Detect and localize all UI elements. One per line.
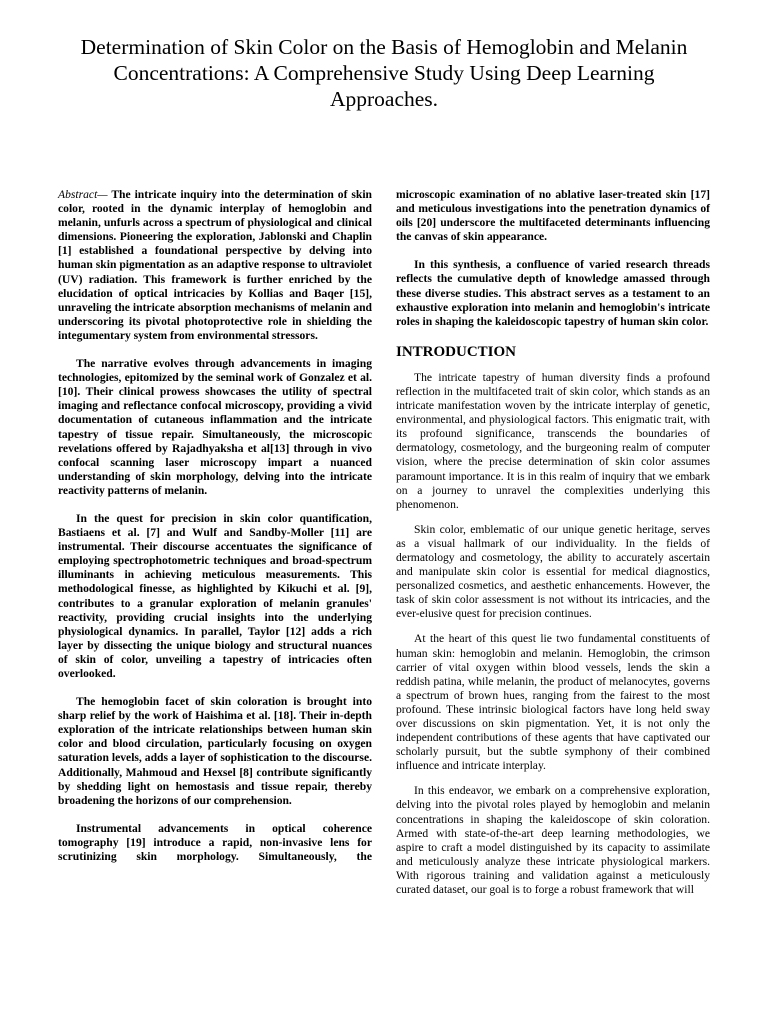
abstract-paragraph: Instrumental advancements in optical coherence tomography [19] introduce a rapid, non-invasive lens for scrutinizing skin morphology. Simultaneously, the <box>58 821 372 864</box>
section-heading-introduction: INTRODUCTION <box>396 343 517 360</box>
paper-title: Determination of Skin Color on the Basis of Hemoglobin and Melanin Concentrations: A Comprehensive Study Using Deep Learning Approaches. <box>80 35 688 111</box>
abstract-paragraph: The hemoglobin facet of skin coloration is brought into sharp relief by the work of Haishima et al. [18]. Their in-depth exploration of the intricate relationships between human skin color and blood circulation, particularly focusing on oxygen saturation levels, adds a layer of sophistication to the discourse. Additionally, Mahmoud and Hexsel [8] contribute significantly by shedding light on hemostasis and tissue repair, thereby broadening the horizons of our comprehension. <box>58 695 372 807</box>
abstract-paragraph-continued: microscopic examination of no ablative laser-treated skin [17] and meticulous investigations into the penetration dynamics of oils [20] underscore the multifaceted determinants influencing the canvas of skin appearance. <box>396 188 710 244</box>
abstract-paragraph <box>58 188 372 343</box>
intro-paragraph: Skin color, emblematic of our unique genetic heritage, serves as a visual hallmark of our individuality. In the fields of dermatology and cosmetology, the ability to accurately ascertain and manipulate skin color is essential for medical diagnostics, personalized cosmetics, and aesthetic enhancements. However, the task of skin color assessment is not without its intricacies, and the ever-elusive quest for precision continues. <box>396 522 710 621</box>
intro-paragraph: The intricate tapestry of human diversity finds a profound reflection in the multifaceted trait of skin color, which stands as an intricate manifestation woven by the intricate interplay of genetic, environmental, and physiological factors. This enigmatic trait, with its profound significance, transcends the boundaries of dermatology, cosmetology, and the burgeoning realm of computer vision, where the precise determination of skin color assumes paramount importance. It is in this realm of inquiry that we embark on a journey to unravel the complexities underlying this phenomenon. <box>396 370 710 511</box>
abstract-text: The intricate inquiry into the determination of skin color, rooted in the dynamic interplay of hemoglobin and melanin, unfurls across a spectrum of physiological and clinical dimensions. Pioneering the exploration, Jablonski and Chaplin [1] established a foundational perspective by delving into human skin pigmentation as an adaptive response to ultraviolet (UV) radiation. This framework is further enriched by the elucidation of optical intricacies by Kollias and Baqer [15], unraveling the intricate absorption mechanisms of melanin and underscoring its pivotal photoprotective role in shielding the integumentary system from environmental stressors. <box>58 188 372 342</box>
abstract-dash: — <box>97 188 108 201</box>
abstract-paragraph: In this synthesis, a confluence of varied research threads reflects the cumulative depth of knowledge amassed through these diverse studies. This abstract serves as a testament to an exhaustive exploration into melanin and hemoglobin's intricate roles in shaping the kaleidoscopic tapestry of human skin color. <box>396 258 710 328</box>
intro-paragraph: At the heart of this quest lie two fundamental constituents of human skin: hemoglobin and melanin. Hemoglobin, the crimson carrier of vital oxygen within blood vessels, lends the skin a reddish patina, while melanin, the product of melanocytes, governs a spectrum of brown hues, ranging from the fairest to the most profound. These intrinsic biological factors have long held sway over discussions on skin pigmentation. Yet, it is not only the independent contributions of these agents that have captivated our scholarly pursuit, but the subtle symphony of their combined influence and intricate interplay. <box>396 632 710 773</box>
right-column <box>396 188 710 897</box>
intro-paragraph: In this endeavor, we embark on a comprehensive exploration, delving into the pivotal roles played by hemoglobin and melanin concentrations in shaping the kaleidoscope of skin coloration. Armed with state-of-the-art deep learning methodologies, we aspire to craft a model distinguished by its capacity to assimilate and meticulously analyze these intricate physiological markers. With rigorous training and validation against a meticulously curated dataset, our goal is to forge a robust framework that will <box>396 784 710 897</box>
left-column <box>58 188 372 864</box>
abstract-paragraph: The narrative evolves through advancements in imaging technologies, epitomized by the seminal work of Gonzalez et al. [10]. Their clinical prowess showcases the utility of spectral imaging and reflectance confocal microscopy, providing a vivid documentation of cutaneous inflammation and the intricate tapestry of tissue repair. Simultaneously, the microscopic revelations offered by Rajadhyaksha et al[13] through in vivo confocal scanning laser microscopy impart a nuanced understanding of skin morphology, delving into the intricate reactivity patterns of melanin. <box>58 357 372 497</box>
abstract-label: Abstract <box>58 188 98 201</box>
abstract-paragraph: In the quest for precision in skin color quantification, Bastiaens et al. [7] and Wulf and Sandby-Moller [11] are instrumental. Their discourse accentuates the significance of employing spectrophotometric techniques and broad-spectrum illuminants in achieving meticulous measurements. This methodological finesse, as highlighted by Kikuchi et al. [9], contributes to a granular exploration of melanin granules' reactivity, providing crucial insights into the underlying physiological dynamics. In parallel, Taylor [12] adds a rich layer by dissecting the unique biology and structural nuances of skin of color, unveiling a tapestry of intricacies often overlooked. <box>58 511 372 680</box>
